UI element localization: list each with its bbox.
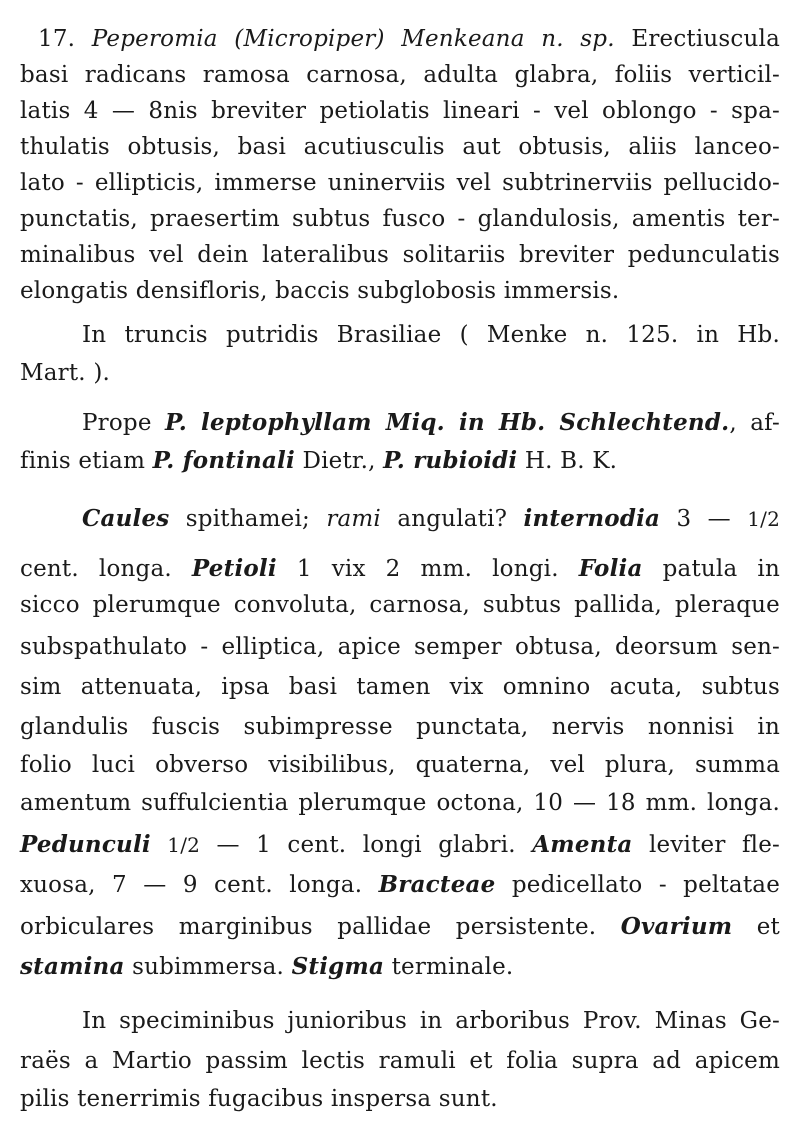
description-line: folio luci obverso visibilibus, quaterna, vel plura, summa (20, 752, 780, 778)
affinity-text: Prope (82, 410, 166, 436)
diagnosis-line: lato - ellipticis, immerse uninerviis vel subtrinerviis pellucido- (20, 170, 780, 196)
description-text: terminale. (384, 954, 514, 980)
description-line (20, 868, 780, 902)
description-line: sicco plerumque convoluta, carnosa, subtus pallida, pleraque (20, 592, 780, 618)
affinity-species: P. leptophyllam Miq. in Hb. Schlechtend. (165, 409, 730, 436)
term-caules: Caules (82, 505, 170, 532)
affinity-species: P. fontinali (152, 447, 295, 474)
affinity-text: Dietr., (294, 448, 384, 474)
affinity-line (82, 406, 780, 440)
habitat-line: In truncis putridis Brasiliae ( Menke n. 125. in Hb. (82, 322, 780, 348)
description-text: 1 vix 2 mm. longi. (276, 556, 579, 582)
note-line: raës a Martio passim lectis ramuli et folia supra ad apicem (20, 1048, 780, 1074)
term-amenta: Amenta (532, 831, 633, 858)
description-text: — 1 cent. longi glabri. (200, 832, 533, 858)
description-text: 3 — (660, 506, 748, 532)
term-pedunculi: Pedunculi (20, 831, 151, 858)
description-line: glandulis fuscis subimpresse punctata, nervis nonnisi in (20, 714, 780, 740)
term-ovarium: Ovarium (620, 913, 733, 940)
affinity-text: finis etiam (20, 448, 153, 474)
note-line: In speciminibus junioribus in arboribus Prov. Minas Ge- (82, 1008, 780, 1034)
description-line (20, 828, 780, 862)
description-line: amentum suffulcientia plerumque octona, 10 — 18 mm. longa. (20, 790, 780, 816)
diagnosis-line: minalibus vel dein lateralibus solitariis breviter pedunculatis (20, 242, 780, 268)
diagnosis-line: Erectiuscula (631, 26, 780, 52)
affinity-species: P. rubioidi (383, 447, 518, 474)
description-text: cent. longa. (20, 556, 192, 582)
term-stigma: Stigma (291, 953, 385, 980)
diagnosis-line: thulatis obtusis, basi acutiusculis aut obtusis, aliis lanceo- (20, 134, 780, 160)
description-line: subspathulato - elliptica, apice semper obtusa, deorsum sen- (20, 634, 780, 660)
habitat-line: Mart. ). (20, 360, 111, 386)
description-text: subimmersa. (124, 954, 292, 980)
term-rami: rami (326, 506, 381, 532)
fraction: 1/2 (747, 507, 780, 531)
affinity-text: H. B. K. (517, 448, 618, 474)
description-text: angulati? (381, 506, 524, 532)
affinity-line (20, 444, 780, 478)
term-bracteae: Bracteae (378, 871, 496, 898)
description-line (20, 910, 780, 944)
diagnosis-line: latis 4 — 8nis breviter petiolatis lineari - vel oblongo - spa- (20, 98, 780, 124)
term-stamina: stamina (20, 953, 125, 980)
description-text: leviter fle- (632, 832, 780, 858)
diagnosis-line: punctatis, praesertim subtus fusco - glandulosis, amentis ter- (20, 206, 780, 232)
description-line (82, 502, 780, 536)
term-internodia: internodia (523, 505, 661, 532)
fraction: 1/2 (167, 833, 201, 857)
description-line: sim attenuata, ipsa basi tamen vix omnino acuta, subtus (20, 674, 780, 700)
species-number: 17. (38, 26, 76, 52)
affinity-text: , af- (729, 410, 780, 436)
species-name: Peperomia (Micropiper) Menkeana n. sp. (91, 26, 615, 52)
note-line: pilis tenerrimis fugacibus inspersa sunt. (20, 1086, 498, 1112)
description-line (20, 950, 780, 984)
description-text: orbiculares marginibus pallidae persistente. (20, 914, 621, 940)
description-text: xuosa, 7 — 9 cent. longa. (20, 872, 379, 898)
description-text: patula in (642, 556, 780, 582)
term-folia: Folia (578, 555, 643, 582)
description-text: pedicellato - peltatae (495, 872, 780, 898)
description-text: spithamei; (169, 506, 327, 532)
diagnosis-line: elongatis densifloris, baccis subglobosis immersis. (20, 278, 620, 304)
description-line (20, 552, 780, 586)
term-petioli: Petioli (191, 555, 277, 582)
heading-line (20, 22, 780, 56)
diagnosis-line: basi radicans ramosa carnosa, adulta glabra, foliis verticil- (20, 62, 780, 88)
description-text: et (732, 914, 780, 940)
